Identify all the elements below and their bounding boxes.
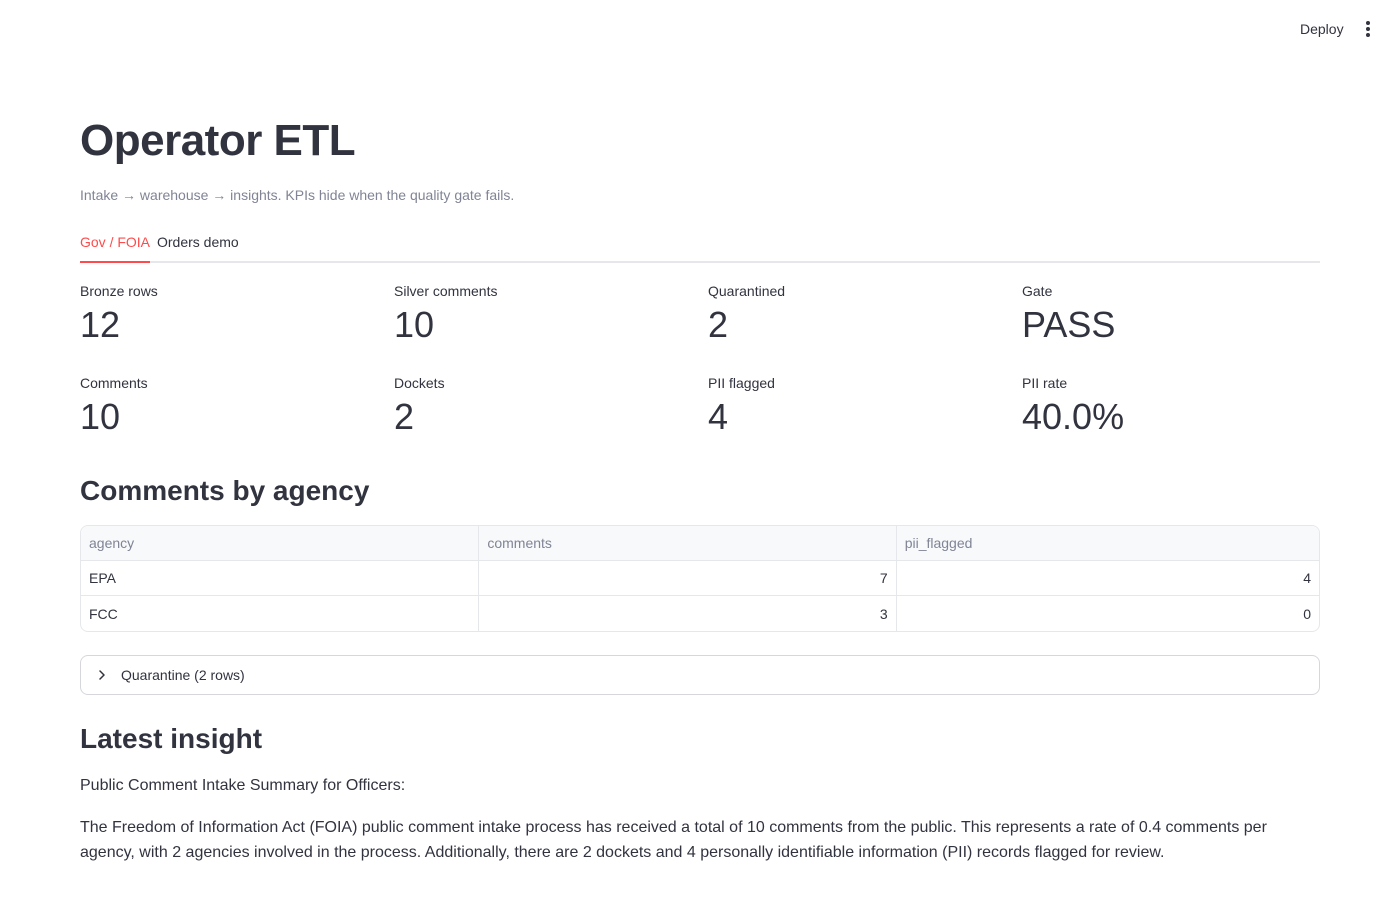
metric-label: PII flagged [708,375,775,391]
insight-body: The Freedom of Information Act (FOIA) public comment intake process has received a total of 10 comments from the public. This represents a rate of 0.4 comments per agency, with 2 agencies involved in the process. Additionally, there are 2 dockets and 4 personally identifiable information (PII) records flagged for review. [80,819,1267,861]
tab-gov-foia[interactable]: Gov / FOIA [80,234,150,263]
metric-value: 2 [394,396,415,437]
metric-value: PASS [1022,304,1116,345]
metric-label: Dockets [394,375,445,391]
page-caption: Intake → warehouse → insights. KPIs hide when the quality gate fails. [80,187,515,203]
metric-dockets [394,375,694,437]
table-row [81,561,1319,596]
metric-quarantined [708,283,1008,345]
table-cell[interactable]: 3 [479,596,896,631]
table-cell[interactable]: EPA [81,561,479,595]
metric-value: 12 [80,304,121,345]
table-header-row [81,526,1319,561]
table-cell[interactable]: 0 [1303,605,1311,622]
chevron-right-icon [97,670,107,680]
table-row [81,596,1319,631]
insight-intro: Public Comment Intake Summary for Officers: [80,777,406,794]
page-title: Operator ETL [80,116,356,165]
metric-value: 4 [708,396,729,437]
metric-value: 40.0% [1022,396,1125,437]
metric-label: Silver comments [394,283,498,299]
metric-comments [80,375,380,437]
metric-value: 10 [80,396,121,437]
top-toolbar [0,0,1400,60]
metric-value: 2 [708,304,729,345]
deploy-button[interactable]: Deploy [1300,21,1344,37]
metric-label: Bronze rows [80,283,158,299]
section-heading-latest-insight: Latest insight [80,723,263,754]
metric-gate [1022,283,1322,345]
column-header-agency[interactable]: agency [81,526,479,560]
metric-value: 10 [394,304,435,345]
table-cell[interactable]: 7 [479,561,896,595]
quarantine-expander[interactable] [80,655,1320,695]
metric-label: Gate [1022,283,1053,299]
agency-table[interactable] [80,525,1320,632]
metric-pii-flagged [708,375,1008,437]
quarantine-expander-label: Quarantine (2 rows) [121,667,245,683]
table-cell[interactable]: 4 [1303,570,1311,586]
section-heading-comments-by-agency: Comments by agency [80,475,370,506]
metric-label: PII rate [1022,375,1068,391]
column-header-pii-flagged[interactable]: pii_flagged [904,535,973,551]
column-header-comments[interactable]: comments [479,526,896,560]
tab-orders-demo[interactable]: Orders demo [157,234,239,250]
metric-silver-comments [394,283,694,345]
table-cell[interactable]: FCC [81,596,479,631]
tab-bar [80,228,1320,263]
metric-label: Comments [80,375,148,391]
metric-pii-rate [1022,375,1322,437]
metric-bronze-rows [80,283,380,345]
more-vertical-icon[interactable] [1360,21,1376,39]
metric-label: Quarantined [708,283,786,299]
